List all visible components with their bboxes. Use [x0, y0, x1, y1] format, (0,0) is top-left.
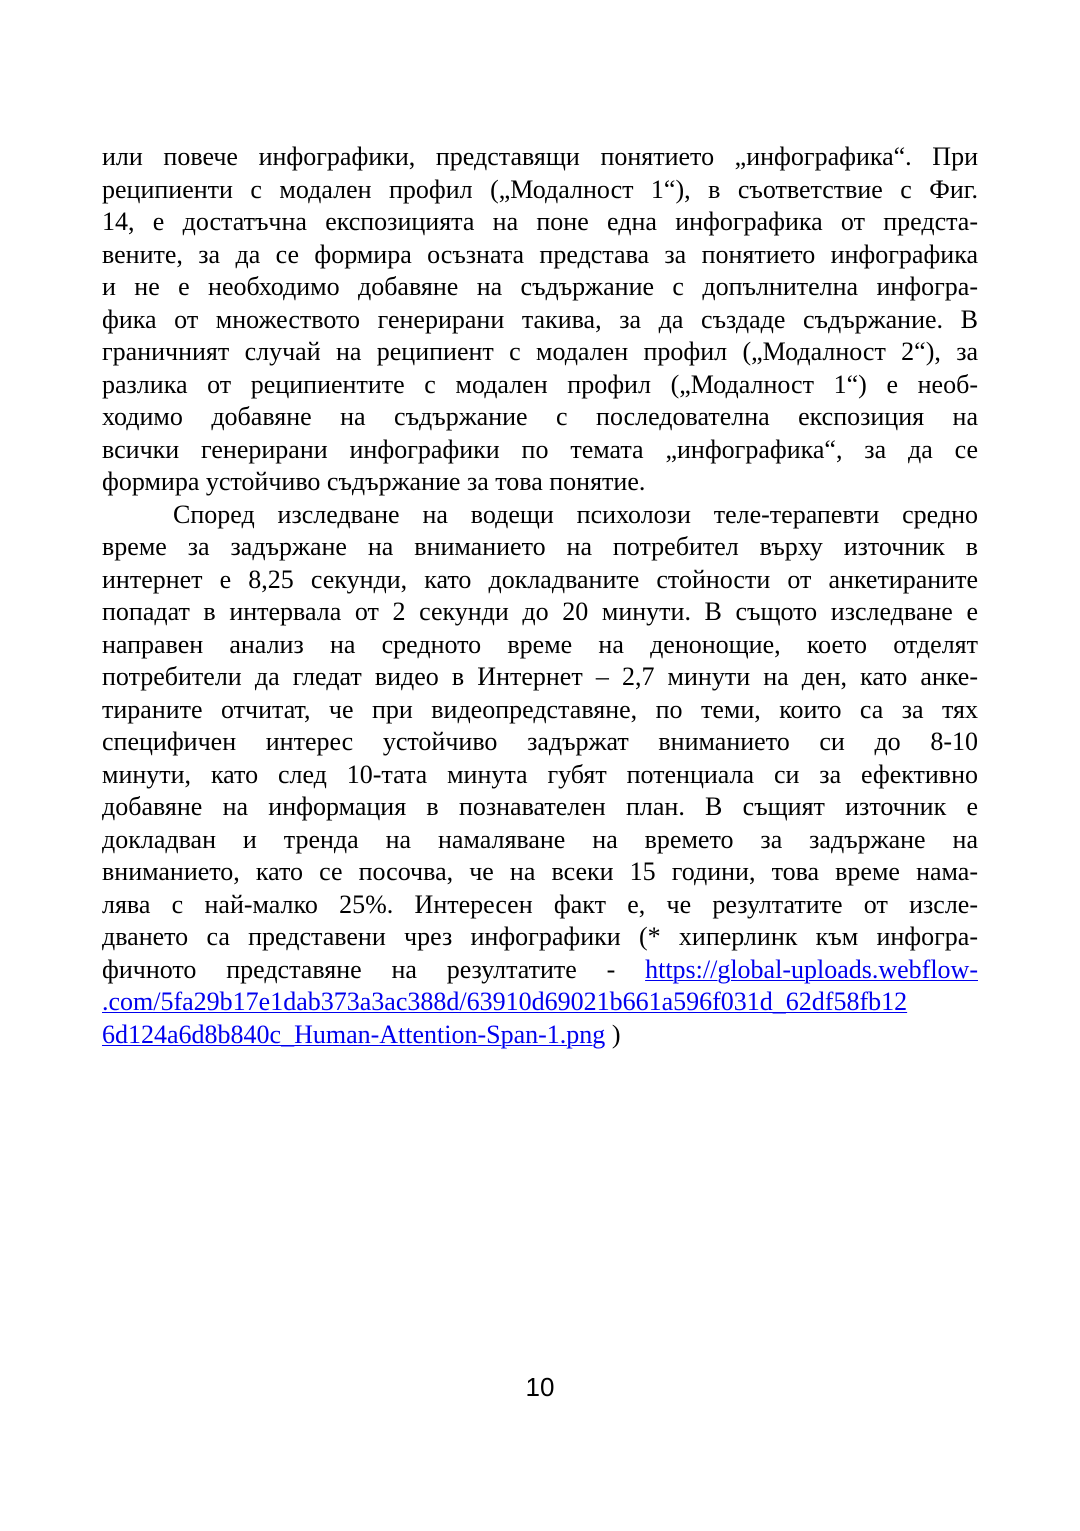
body-text [102, 141, 978, 1051]
text-line: фика от множеството генерирани такива, за да създаде съдържание. В [102, 304, 978, 334]
text-line: потребители да гледат видео в Интернет – 2,7 минути на ден, като анке- [102, 662, 978, 691]
page-number: 10 [525, 1372, 555, 1402]
text-line: време за задържане на вниманието на потребител върху източник в [102, 532, 978, 561]
text-line: вниманието, като се посочва, че на всеки 15 години, това време нама- [102, 857, 978, 886]
hyperlink-part-3[interactable]: 6d124a6d8b840c_Human-Attention-Span-1.png [102, 1019, 606, 1049]
text-line: докладван и тренда на намаляване на времето за задържане на [102, 824, 978, 854]
link-prefix-text: фичното представяне на резултатите - [102, 954, 646, 984]
text-line: и не е необходимо добавяне на съдържание с допълнителна инфогра- [102, 272, 978, 301]
text-line: интернет е 8,25 секунди, като докладваните стойности от анкетираните [102, 564, 978, 594]
hyperlink-part-2[interactable]: .com/5fa29b17e1dab373a3ac388d/63910d69021b661a596f031d_62df58fb12 [102, 987, 908, 1016]
text-line: дването са представени чрез инфографики (* хиперлинк към инфогра- [102, 922, 978, 951]
text-line: разлика от реципиентите с модален профил („Модалност 1“) е необ- [102, 369, 978, 399]
paragraph-1 [102, 141, 978, 499]
text-line: минути, като след 10-тата минута губят потенциала си за ефективно [102, 759, 978, 789]
text-line: 14, е достатъчна експозицията на поне една инфографика от предста- [102, 207, 978, 236]
text-line-with-link [102, 986, 978, 1019]
text-line: граничният случай на реципиент с модален профил („Модалност 2“), за [102, 337, 978, 366]
text-line: реципиенти с модален профил („Модалност 1“), в съответствие с Фиг. [102, 174, 978, 204]
text-line: направен анализ на средното време на денонощие, което отделят [102, 629, 978, 659]
text-line: лява с най-малко 25%. Интересен факт е, че резултатите от изсле- [102, 889, 978, 919]
text-line: попадат в интервала от 2 секунди до 20 минути. В същото изследване е [102, 597, 978, 626]
text-line: Според изследване на водещи психолози теле-терапевти средно [173, 499, 978, 529]
text-line: или повече инфографики, представящи понятието „инфографика“. При [102, 142, 978, 171]
text-line-with-link [102, 954, 978, 987]
text-line-with-link [102, 1019, 978, 1052]
paragraph-2 [102, 499, 978, 1052]
text-line: формира устойчиво съдържание за това понятие. [102, 467, 646, 496]
hyperlink-part-1[interactable]: https://global-uploads.webflow- [645, 954, 978, 984]
text-line: вените, за да се формира осъзната представа за понятието инфографика [102, 239, 978, 269]
text-line: тираните отчитат, че при видеопредставяне, по теми, които са за тях [102, 694, 978, 724]
text-line: ходимо добавяне на съдържание с последователна експозиция на [102, 402, 978, 431]
closing-parenthesis: ) [605, 1019, 621, 1049]
text-line: специфичен интерес устойчиво задържат вниманието си до 8-10 [102, 727, 978, 756]
text-line: всички генерирани инфографики по темата „инфографика“, за да се [102, 434, 978, 464]
text-line: добавяне на информация в познавателен план. В същият източник е [102, 792, 978, 821]
